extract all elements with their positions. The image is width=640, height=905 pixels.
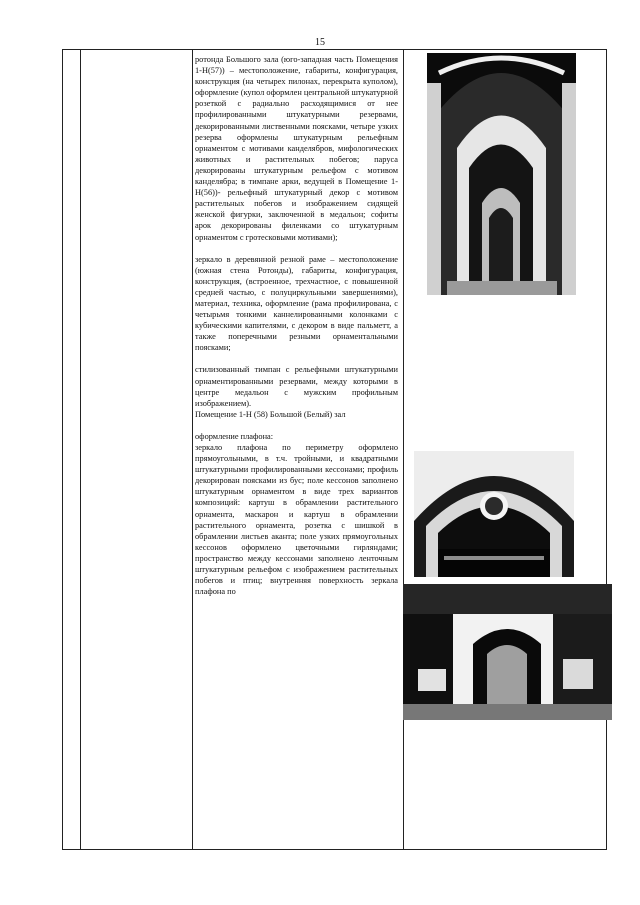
description-text [195,54,398,597]
paragraph-plafond: зеркало плафона по периметру оформлено прямоугольными, в т.ч. тройными, и квадратными штукатурными профилированными кессонами; профиль декорирован поясками из бус; поле кессонов заполнено штукатурным орнаментом в виде трех вариантов композиций: картуш в обрамлении растительного орнамента, маскарон и картуш в обрамлении растительного орнамента, розетка с шишкой в обрамлении листьев аканта; поле узких прямоугольных кессонов оформлено цветочными гирляндами; пространство между кессонами заполнено ленточным штукатурным рельефом с изображением растительных побегов и птиц; внутренняя поверхность зеркала плафона по [195,443,398,597]
column-divider [192,50,193,849]
plafond-heading: оформление плафона: [195,431,274,441]
page-number: 15 [315,37,325,48]
rotunda-photo [427,53,576,295]
column-divider [80,50,81,849]
paragraph-rotunda: ротонда Большого зала (юго-западная часть Помещения 1-Н(57)) – местоположение, габариты, конфигурация, конструкция (на четырех пилонах, перекрыта куполом), оформление (купол оформлен центральной штукатурной розеткой с радиально расходящимися от нее профилированными штукатурными резервами, декорированными лиственными поясками, четыре узких резерва оформлены штукатурным рельефным орнаментом с мотивами канделябров, мифологических животных и растительных побегов; паруса декорированы штукатурным рельефом с мотивом канделябра; в тимпане арки, ведущей в Помещение 1-Н(56))- рельефный штукатурный декор с мотивом растительных побегов и изображением сидящей женской фигурки, заключенной в медальон; софиты арок декорированы филенками со штукатурным орнаментом с гротесковыми мотивами); [195,55,398,242]
description-table [62,49,607,850]
paragraph-tympanum: стилизованный тимпан с рельефными штукатурными орнаментированными резервами, между которыми в центре медальон с мужским профильным изображением). [195,365,398,408]
paragraph-mirror: зеркало в деревянной резной раме – местоположение (южная стена Ротонды), габариты, конфигурация, конструкция, (встроенное, трехчастное, с повышенной средней частью, с полуциркульными завершениями), материал, техника, оформление (рама профилирована, с четырьмя тонкими каннелированными колонками с кубическими капителями, с декором в виде пальметт, а также поперечными резными орнаментальными поясками; [195,254,398,353]
hall-photo [403,584,612,720]
room-heading: Помещение 1-Н (58) Большой (Белый) зал [195,409,346,419]
tympanum-photo [414,451,574,577]
column-divider [403,50,404,849]
